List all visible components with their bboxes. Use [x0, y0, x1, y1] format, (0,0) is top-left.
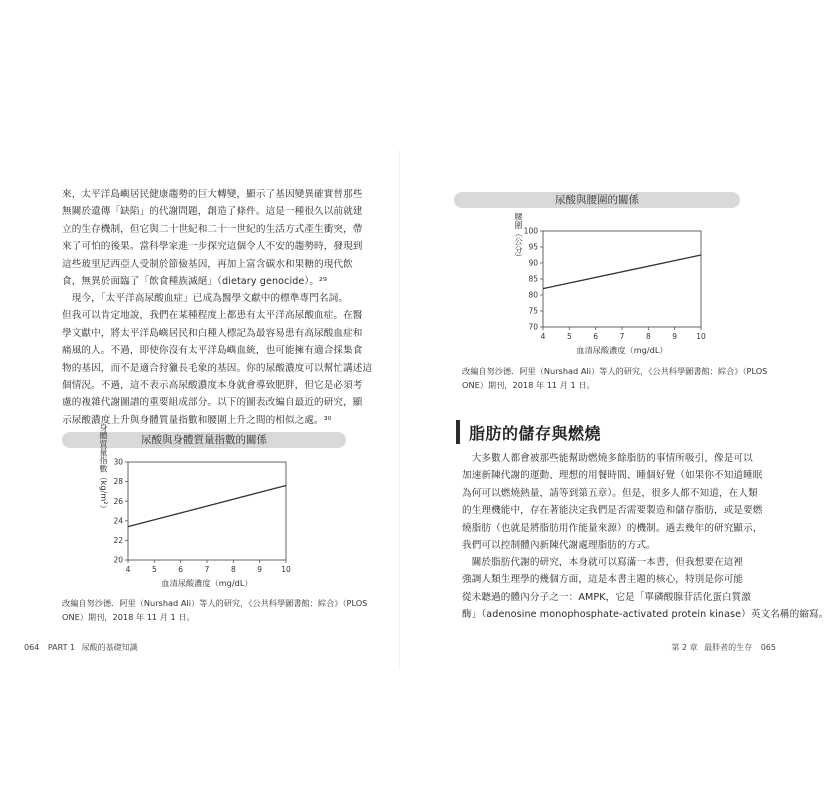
y-axis-label: 身體質量指數（kg/m²） — [99, 423, 109, 513]
text-line: 來，太平洋島嶼居民健康趨勢的巨大轉變，顯示了基因變異確實替那些 — [62, 189, 363, 200]
text-line: 學文獻中，將太平洋島嶼居民和白種人標記為最容易患有高尿酸血症和 — [62, 327, 363, 339]
source-line: 改編自努沙德．阿里（Nurshad Ali）等人的研究，《公共科學圖書館：綜合》（PLOS — [62, 598, 368, 608]
text-line: 大多數人都會被那些能幫助燃燒多餘脂肪的事情所吸引，像是可以 — [462, 453, 753, 464]
y-tick-label: 20 — [113, 555, 123, 565]
text-line: 無關於遺傳「缺陷」的代謝問題，創造了條件。這是一種很久以前就建 — [62, 206, 363, 218]
bmi-chart-caption: 尿酸與身體質量指數的關係 — [141, 434, 267, 446]
text-line: 現今，「太平洋高尿酸血症」已成為醫學文獻中的標準專門名詞。 — [62, 293, 349, 304]
y-tick-label: 100 — [523, 226, 538, 236]
section-heading — [456, 420, 601, 444]
part-label: PART 1 — [47, 643, 76, 652]
chapter-title: 最胖者的生存 — [704, 643, 753, 652]
text-line: 個情況。不過，這不表示高尿酸濃度本身就會導致肥胖，但它是必須考 — [62, 380, 363, 392]
source-line: ONE）期刊，2018 年 11 月 1 日。 — [462, 380, 595, 390]
y-tick-label: 28 — [113, 477, 123, 487]
y-axis-label: 腰圍（公分） — [514, 212, 524, 262]
x-tick-label: 9 — [672, 332, 678, 341]
y-tick-label: 85 — [528, 274, 538, 284]
text-line: 立的生存機制，但它與二十世紀和二十一世紀的生活方式產生衝突，帶 — [62, 223, 363, 235]
y-tick-label: 22 — [113, 536, 123, 545]
text-line: 示尿酸濃度上升與身體質量指數和腰圍上升之間的相似之處。³⁰ — [62, 414, 332, 426]
text-line: 加速新陳代謝的運動、理想的用餐時間、睡個好覺（如果你不知道睡眠 — [462, 470, 763, 482]
text-line: 這些玻里尼西亞人受制於節儉基因，再加上富含碳水和果糖的現代飲 — [62, 258, 353, 270]
section-title: 脂肪的儲存與燃燒 — [469, 423, 602, 443]
x-tick-label: 7 — [619, 332, 625, 341]
x-tick-label: 5 — [566, 332, 572, 341]
y-tick-label: 24 — [113, 516, 123, 526]
y-tick-label: 80 — [528, 290, 538, 300]
page-number: 065 — [760, 643, 776, 652]
left-paragraph-2 — [62, 290, 373, 429]
x-tick-label: 6 — [593, 332, 599, 341]
x-tick-label: 6 — [178, 565, 184, 574]
plot-frame — [128, 462, 286, 560]
source-line: 改編自努沙德．阿里（Nurshad Ali）等人的研究，《公共科學圖書館：綜合》（PLOS — [462, 366, 768, 376]
right-paragraph-2 — [462, 554, 828, 624]
text-line: 我們可以控制體內新陳代謝處理脂肪的方式。 — [462, 540, 656, 552]
x-tick-label: 4 — [540, 332, 546, 341]
x-tick-label: 10 — [281, 565, 291, 574]
y-tick-label: 95 — [528, 242, 538, 252]
left-footer — [24, 642, 138, 653]
y-tick-label: 26 — [113, 496, 123, 506]
series-line — [543, 255, 701, 289]
y-tick-label: 30 — [113, 457, 123, 467]
waist-chart — [480, 212, 780, 362]
text-line: 從未聽過的體內分子之一：AMPK，它是「單磷酸腺苷活化蛋白質激 — [462, 591, 752, 603]
text-line: 食，無異於面臨了「飲食種族滅絕」（dietary genocide）。²⁹ — [62, 276, 327, 288]
right-footer — [671, 642, 776, 653]
text-line: 痛風的人。不過，即使你沒有太平洋島嶼血統，也可能擁有適合採集食 — [62, 345, 363, 357]
waist-chart-caption: 尿酸與腰圍的關係 — [555, 194, 639, 206]
text-line: 物的基因，而不是適合狩獵長毛象的基因。你的尿酸濃度可以幫忙講述這 — [62, 362, 373, 374]
left-source-note — [62, 596, 368, 624]
text-line: 強調人類生理學的幾個方面，這是本書主題的核心，特別是你可能 — [462, 574, 744, 586]
heading-rule — [456, 420, 460, 444]
right-paragraph-1 — [462, 450, 763, 554]
x-tick-label: 10 — [696, 332, 706, 341]
text-line: 但我可以肯定地說，我們在某種程度上都患有太平洋高尿酸血症。在醫 — [62, 310, 363, 322]
y-tick-label: 70 — [528, 322, 538, 332]
part-title: 尿酸的基礎知識 — [81, 643, 138, 652]
x-tick-label: 8 — [230, 565, 236, 574]
right-source-note — [462, 364, 768, 392]
series-line — [128, 486, 286, 527]
chapter-label: 第 2 章 — [671, 643, 698, 652]
x-tick-label: 9 — [257, 565, 263, 574]
x-tick-label: 8 — [645, 332, 651, 341]
plot-frame — [543, 231, 701, 327]
text-line: 酶」（adenosine monophosphate-activated protein kinase）英文名稱的縮寫。 — [462, 609, 828, 621]
x-tick-label: 4 — [125, 565, 131, 574]
left-page — [0, 0, 400, 800]
text-line: 的生理機能中，存在著能決定我們是否需要製造和儲存脂肪，或是要燃 — [462, 505, 763, 517]
text-line: 為何可以燃燒熱量，請等到第五章）。但是，很多人都不知道，在人類 — [462, 487, 758, 499]
x-tick-label: 5 — [151, 565, 157, 574]
left-paragraph-1 — [62, 186, 363, 290]
waist-chart-caption-bar — [454, 192, 740, 208]
y-tick-label: 75 — [528, 306, 538, 316]
text-line: 關於脂肪代謝的研究，本身就可以寫滿一本書，但我想要在這裡 — [462, 557, 744, 568]
page-number: 064 — [24, 643, 40, 652]
x-axis-label: 血清尿酸濃度（mg/dL） — [161, 578, 253, 588]
text-line: 燒脂肪（也就是將脂肪用作能量來源）的機制。過去幾年的研究顯示， — [462, 522, 763, 534]
x-axis-label: 血清尿酸濃度（mg/dL） — [576, 345, 668, 355]
y-tick-label: 90 — [528, 258, 538, 268]
right-page — [400, 0, 828, 800]
source-line: ONE）期刊，2018 年 11 月 1 日。 — [62, 612, 195, 622]
text-line: 來了可怕的後果。當科學家進一步探究這個令人不安的趨勢時，發現到 — [62, 241, 363, 253]
x-tick-label: 7 — [204, 565, 210, 574]
text-line: 慮的複雜代謝圖譜的重要組成部分。以下的圖表改編自最近的研究，顯 — [62, 397, 363, 409]
